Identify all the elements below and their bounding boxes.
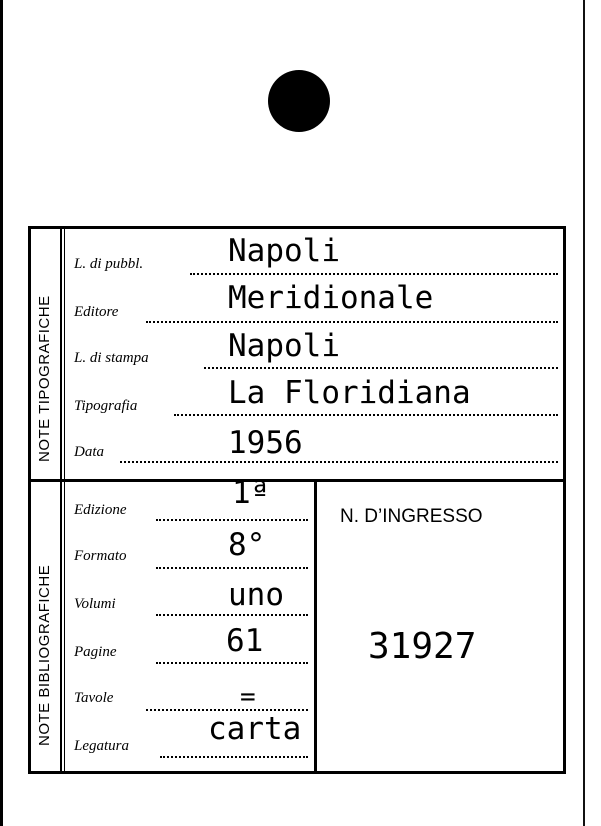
ingresso-label: N. D’INGRESSO bbox=[340, 506, 483, 527]
label-luogo-pubblicazione: L. di pubbl. bbox=[74, 256, 144, 272]
dots-editore bbox=[146, 321, 558, 323]
page-edge-left bbox=[0, 0, 3, 826]
dots-edizione bbox=[156, 519, 308, 521]
dots-luogo-pubblicazione bbox=[190, 273, 558, 275]
label-editore: Editore bbox=[74, 304, 119, 320]
label-formato: Formato bbox=[74, 548, 127, 564]
label-edizione: Edizione bbox=[74, 502, 127, 518]
value-tavole: = bbox=[240, 682, 256, 712]
dots-volumi bbox=[156, 614, 308, 616]
label-legatura: Legatura bbox=[74, 738, 130, 754]
dots-legatura bbox=[160, 756, 308, 758]
section-title-tipografiche: NOTE TIPOGRAFICHE bbox=[36, 295, 53, 462]
label-tavole: Tavole bbox=[74, 690, 114, 706]
ingresso-column-rule bbox=[314, 482, 317, 771]
page-edge-right bbox=[583, 0, 585, 826]
value-pagine: 61 bbox=[226, 623, 264, 659]
value-luogo-stampa: Napoli bbox=[228, 328, 340, 364]
dots-data bbox=[120, 461, 558, 463]
section-divider bbox=[30, 479, 564, 482]
dots-luogo-stampa bbox=[204, 367, 558, 369]
value-volumi: uno bbox=[228, 577, 284, 613]
value-tipografia: La Floridiana bbox=[228, 375, 471, 411]
label-luogo-stampa: L. di stampa bbox=[74, 350, 149, 366]
punch-hole bbox=[268, 70, 330, 132]
dots-pagine bbox=[156, 662, 308, 664]
value-editore: Meridionale bbox=[228, 280, 434, 316]
label-data: Data bbox=[74, 444, 104, 460]
dots-tipografia bbox=[174, 414, 558, 416]
value-formato: 8° bbox=[228, 527, 266, 563]
value-legatura: carta bbox=[208, 711, 302, 747]
label-volumi: Volumi bbox=[74, 596, 116, 612]
value-data: 1956 bbox=[228, 425, 303, 461]
value-edizione: 1ª bbox=[232, 475, 270, 511]
label-pagine: Pagine bbox=[74, 644, 117, 660]
value-luogo-pubblicazione: Napoli bbox=[228, 233, 340, 269]
label-column-rule bbox=[60, 229, 62, 771]
dots-formato bbox=[156, 567, 308, 569]
label-tipografia: Tipografia bbox=[74, 398, 138, 414]
section-title-bibliografiche: NOTE BIBLIOGRAFICHE bbox=[36, 564, 53, 746]
ingresso-number: 31927 bbox=[368, 626, 477, 667]
label-column-rule-inner bbox=[64, 229, 65, 771]
